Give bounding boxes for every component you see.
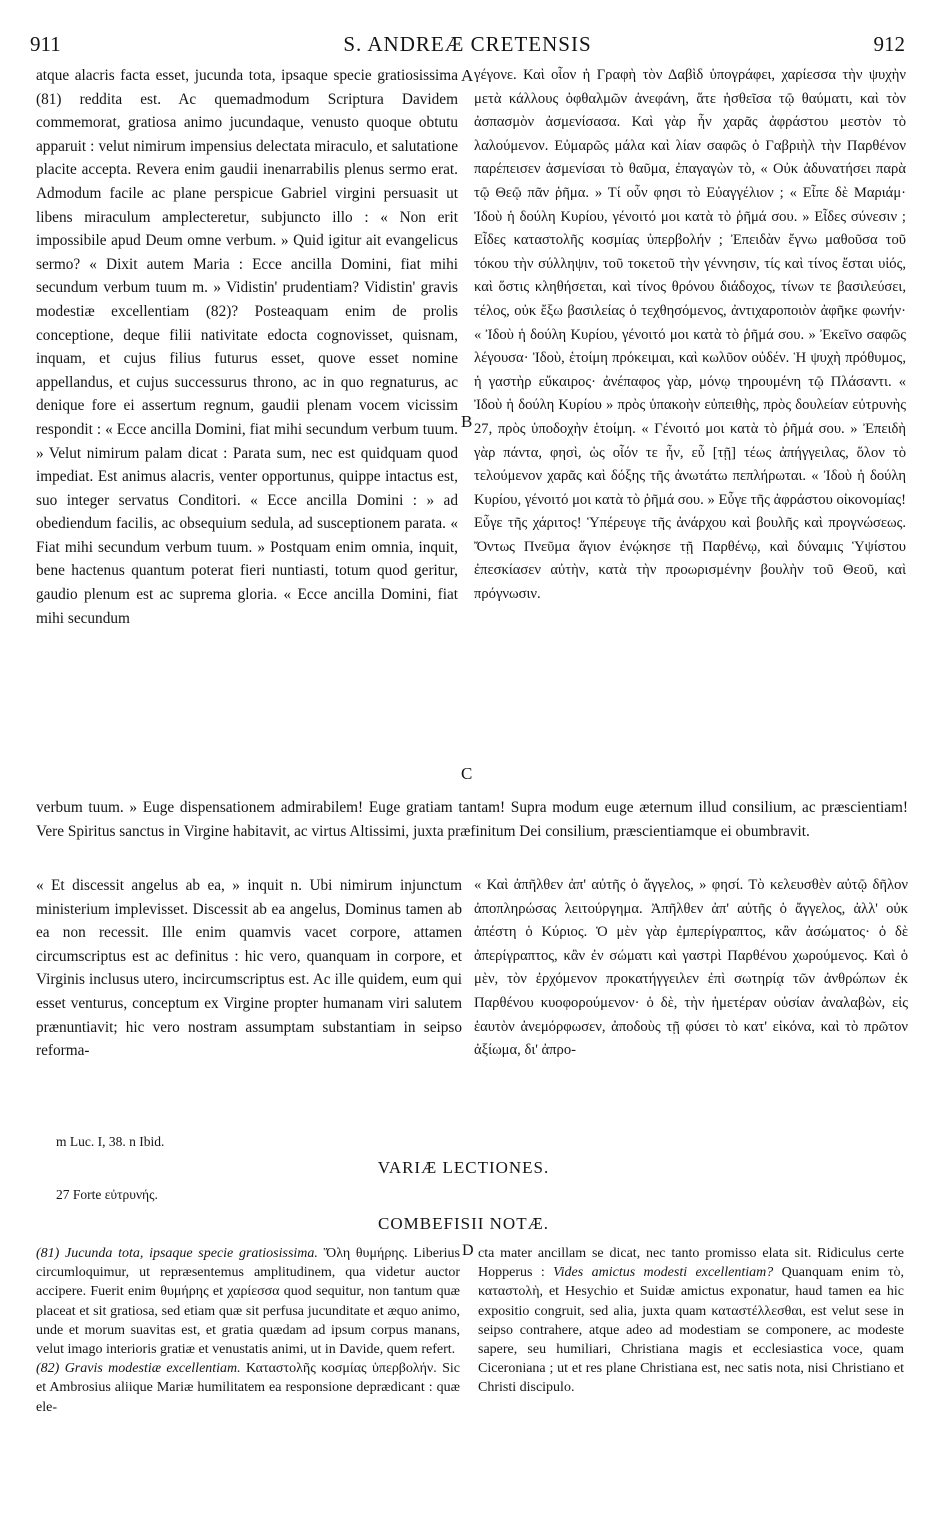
note-81-lemma: (81) Jucunda tota, ipsaque specie gratiosissima. bbox=[36, 1246, 318, 1261]
variant-reading-note: 27 Forte εὐτρυνής. bbox=[56, 1187, 158, 1202]
combefisii-notae-heading: COMBEFISII NOTÆ. bbox=[378, 1214, 549, 1233]
hopperus-quote: Vides amictus modesti excellentiam? bbox=[553, 1265, 774, 1281]
greek-column-bottom bbox=[474, 874, 908, 1063]
page-header bbox=[30, 32, 905, 58]
latin-full-width-line bbox=[36, 796, 908, 843]
note-82-cont-text-b: Quanquam enim τὸ, καταστολὴ, et Hesychio et Suidæ amictus exponatur, haud tamen ea hic expositio congruit, sed alia, juxta quam καταστέλλεσθαι, est velut sese in seipso contrahere, atque adeo ad modestiam se componere, ac modeste sapere, seu humiliari, Christiana magis et ecclesiastica voce, quam Ciceroniana ; ut et res plane Christiana est, nec satis nota, nisi Christiano et Christi discipulo. bbox=[478, 1265, 905, 1396]
variae-lectiones-heading: VARIÆ LECTIONES. bbox=[377, 1158, 550, 1177]
latin-column-top bbox=[36, 64, 458, 630]
greek-paragraph-1: γέγονε. Καὶ οἷον ἡ Γραφὴ τὸν Δαβὶδ ὑπογράφει, χαρίεσσα τὴν ψυχὴν μετὰ κάλλους ὀφθαλμῶν ἀνεφάνη, ἅτε ἡσθεῖσα τῷ θαύματι, καὶ τὸν ἀσπασμὸν ἀσμενίσασα. Καὶ γὰρ ἦν χαρᾶς ἀφράστου μεστὸν τὸ λαλούμενον. Εὐμαρῶς μάλα καὶ λίαν σαφῶς ὁ Γαβριὴλ τὴν Παρθένον παρέπεισεν ἀσμενίσαι τὸ θαῦμα, ἐπαγαγὼν τὸ, « Οὐκ ἀδυνατήσει παρὰ τῷ Θεῷ πᾶν ῥῆμα. » Τί οὖν φησι τὸ Εὐαγγέλιον ; « Εἶπε δὲ Μαριάμ· Ἰδοὺ ἡ δούλη Κυρίου, γένοιτό μοι κατὰ τὸ ῥῆμά σου. » Εἶδες σύνεσιν ; Εἶδες καταστολῆς κοσμίας ὑπερβολήν ; Ἐπειδὰν ἔγνω μαθοῦσα τοῦ τόκου τὴν σύλληψιν, τοῦ τοκετοῦ τὴν γέννησιν, τίς καὶ τίνος ἔσται υἱός, καὶ ὅστις κληθήσεται, καὶ τίνος θρόνου διάδοχος, τίνων τε βασιλεύσει, τέλος, οὐκ ἔξω βασιλείας ὁ τεχθησόμενος, ἀντιχαροποιὸν ἀφῆκε φωνήν· « Ἰδοὺ ἡ δούλη Κυρίου, γένοιτό μοι κατὰ τὸ ῥῆμά σου. » Ἐκεῖνο σαφῶς λέγουσα· Ἰδοὺ, ἑτοίμη πρόκειμαι, καὶ κωλῦον οὐδέν. Ἡ ψυχὴ πρόθυμος, ἡ γαστὴρ εὔκαιρος· ἀνέπαφος γὰρ, μόνῳ τηρουμένη τῷ Πλάσαντι. « Ἰδοὺ ἡ δούλη Κυρίου » πρὸς ὑπακοὴν εὐπειθὴς, πρὸς δουλείαν εὐτρυνὴς 27, πρὸς ὑποδοχὴν ἑτοίμη. « Γένοιτό μοι κατὰ τὸ ῥῆμά σου. » Ἐπειδὴ γὰρ πάντα, φησὶ, ὡς οἷόν τε ἦν, εὖ [τῇ] τέως ἀπήγγειλας, ὅλον τὸ τελούμενον χαρᾶς καὶ δόξης τῆς ἀνωτάτω πεπλήρωται. « Ἰδοὺ ἡ δούλη Κυρίου, γένοιτό μοι κατὰ τὸ ῥῆμά σου. » Εὖγε τῆς ἀφράστου οἰκονομίας! Εὖγε τῆς χάριτος! Ὑπέρευγε τῆς ἀνάρχου καὶ βουλῆς καὶ προγνώσεως. Ὄντως Πνεῦμα ἅγιον ἐνῴκησε τῇ Παρθένῳ, καὶ δύναμις Ὑψίστου ἐπεσκίασεν αὐτὴν, κατὰ τὴν προωρισμένην βουλὴν τοῦ Θεοῦ, καὶ πρόγνωσιν. bbox=[474, 67, 906, 603]
greek-column-top bbox=[474, 64, 906, 607]
note-81 bbox=[36, 1244, 460, 1359]
greek-paragraph-2: « Καὶ ἀπῆλθεν ἀπ' αὐτῆς ὁ ἄγγελος, » φησί. Τὸ κελευσθὲν αὐτῷ δῆλον ἀποπληρώσας λειτούργημα. Ἀπῆλθεν ἀπ' αὐτῆς ὁ ἄγγελος, ἀλλ' οὐκ ἀπέστη ὁ Κύριος. Ὁ μὲν γὰρ ἐμπερίγραπτος, κἂν ἀσώματος· ὁ δὲ ἀπερίγραπτος, κἂν ἐν σώματι καὶ γαστρὶ Παρθένου χωρούμενος. Καὶ ὁ μὲν, τὸν ἐρχόμενον προκατήγγειλεν ἐπὶ σωτηρίᾳ τῶν ἀνθρώπων ἐκ Παρθένου κυοφορούμενον· ὁ δὲ, τὴν ἡμετέραν οὐσίαν ἀναλαβὼν, εἰς ἑαυτὸν ἀνεμόρφωσεν, ἀποδοὺς τῇ φύσει τὸ κατ' εἰκόνα, καὶ τὸ πρῶτον ἀξίωμα, δι' ἀπρο- bbox=[474, 877, 908, 1059]
note-82-cont-text-a: cta mater ancillam se dicat, nec tanto promisso elata sit. Ridiculus certe Hopperus : bbox=[478, 1246, 904, 1281]
latin-paragraph-1: atque alacris facta esset, jucunda tota, ipsaque specie gratiosissima (81) reddita est. Ac quemadmodum Scriptura Davidem commemorat, gratiosa animo jucundaque, venusto quoque obtutu apparuit : velut nimirum impensius delectata miraculo, et salutatione placite accepta. Revera enim gaudii inenarrabilis plenus sermo erat. Admodum facile ac plane perspicue Gabriel virgini persuasit ut libens miraculum amplecteretur, subjuncto illo : « Non erit impossibile apud Deum omne verbum. » Quid igitur ait evangelicus sermo? « Dixit autem Maria : Ecce ancilla Domini, fiat mihi secundum verbum tuum m. » Vidistin' prudentiam? Vidistin' gravis modestiæ excellentiam (82)? Posteaquam enim de prolis conceptione, deque filii nativitate edocta cognovisset, quisnam, inquam, et cujus filius futurus esset, quove esset nomine appellandus, et cujus successurus throno, ac in quo regnaturus, ac denique fore ei assertum regnum, gaudii plenam vocem vicissim respondit : « Ecce ancilla Domini, fiat mihi secundum verbum tuum. » Velut nimirum palam dicat : Parata sum, nec est quidquam quod impediat. Est animus alacris, venter opportunus, quippe intactus est, suo integer servatus Conditori. « Ecce ancilla Domini : » ad obediendum facilis, ac obsequium sedula, ad susceptionem parata. « Fiat mihi secundum verbum tuum. » Postquam enim omnia, inquit, bene hactenus quantum poterat fieri nuntiasti, totum quod geritur, gaudio plenum est ac suprema gloria. « Ecce ancilla Domini, fiat mihi secundum bbox=[36, 67, 458, 627]
page-number-right: 912 bbox=[873, 32, 905, 56]
note-82-lemma: (82) Gravis modestiæ excellentiam. bbox=[36, 1361, 241, 1377]
page-number-left: 911 bbox=[30, 32, 61, 56]
note-81-text: Ὅλη θυμήρης. Liberius circumloquimur, ut repræsentemus amplitudinem, qua videtur auctor accipere. Fuerit enim θυμήρης et χαρίεσσα quod sequitur, non tantum quæ placeat et sit gratiosa, sed etiam quæ sit perfusa jucunditate et æquo animo, unde et morum suavitas est, et gratia quædam ad ipsum corpus manans, velut imago interioris gratiæ et venustatis animi, ut in Davide, quem refert. bbox=[36, 1246, 461, 1358]
section-marker-d: D bbox=[462, 1242, 474, 1259]
running-title: S. ANDREÆ CRETENSIS bbox=[343, 32, 592, 56]
notes-right-column bbox=[478, 1244, 904, 1398]
note-82-continuation bbox=[478, 1244, 904, 1398]
section-marker-b: B bbox=[461, 412, 473, 431]
latin-column-bottom bbox=[36, 874, 462, 1063]
section-marker-a: A bbox=[461, 66, 474, 85]
latin-paragraph-2: « Et discessit angelus ab ea, » inquit n. Ubi nimirum injunctum ministerium implevisset. Discessit ab ea angelus, Dominus tamen ab ea non recessit. Ille enim quamvis vacet corpore, attamen circumscriptus est ac definitus : hic vero, quanquam in corpore, et Virginis inclusus utero, incircumscriptus est. Ac ille quidem, eum qui esset venturus, conceptum ex Virgine propter humanam viri salutem prænuntiavit; hic vero nostram assumptam substantiam in seipso reforma- bbox=[36, 877, 462, 1060]
section-marker-c: C bbox=[461, 764, 473, 783]
latin-paragraph-continuation: verbum tuum. » Euge dispensationem admirabilem! Euge gratiam tantam! Supra modum euge æternum illud consilium, ac præscientiam! Vere Spiritus sanctus in Virgine habitavit, ac virtus Altissimi, juxta præfinitum Dei consilium, præscientiamque ei obumbravit. bbox=[36, 799, 908, 840]
scripture-footnotes: m Luc. I, 38. n Ibid. bbox=[56, 1134, 165, 1149]
note-82 bbox=[36, 1359, 460, 1417]
notes-left-column bbox=[36, 1244, 460, 1417]
note-82-text: Καταστολῆς κοσμίας ὑπερβολήν. Sic et Ambrosius aliique Mariæ humilitatem ea responsione deprædicant : quæ ele- bbox=[36, 1361, 461, 1415]
